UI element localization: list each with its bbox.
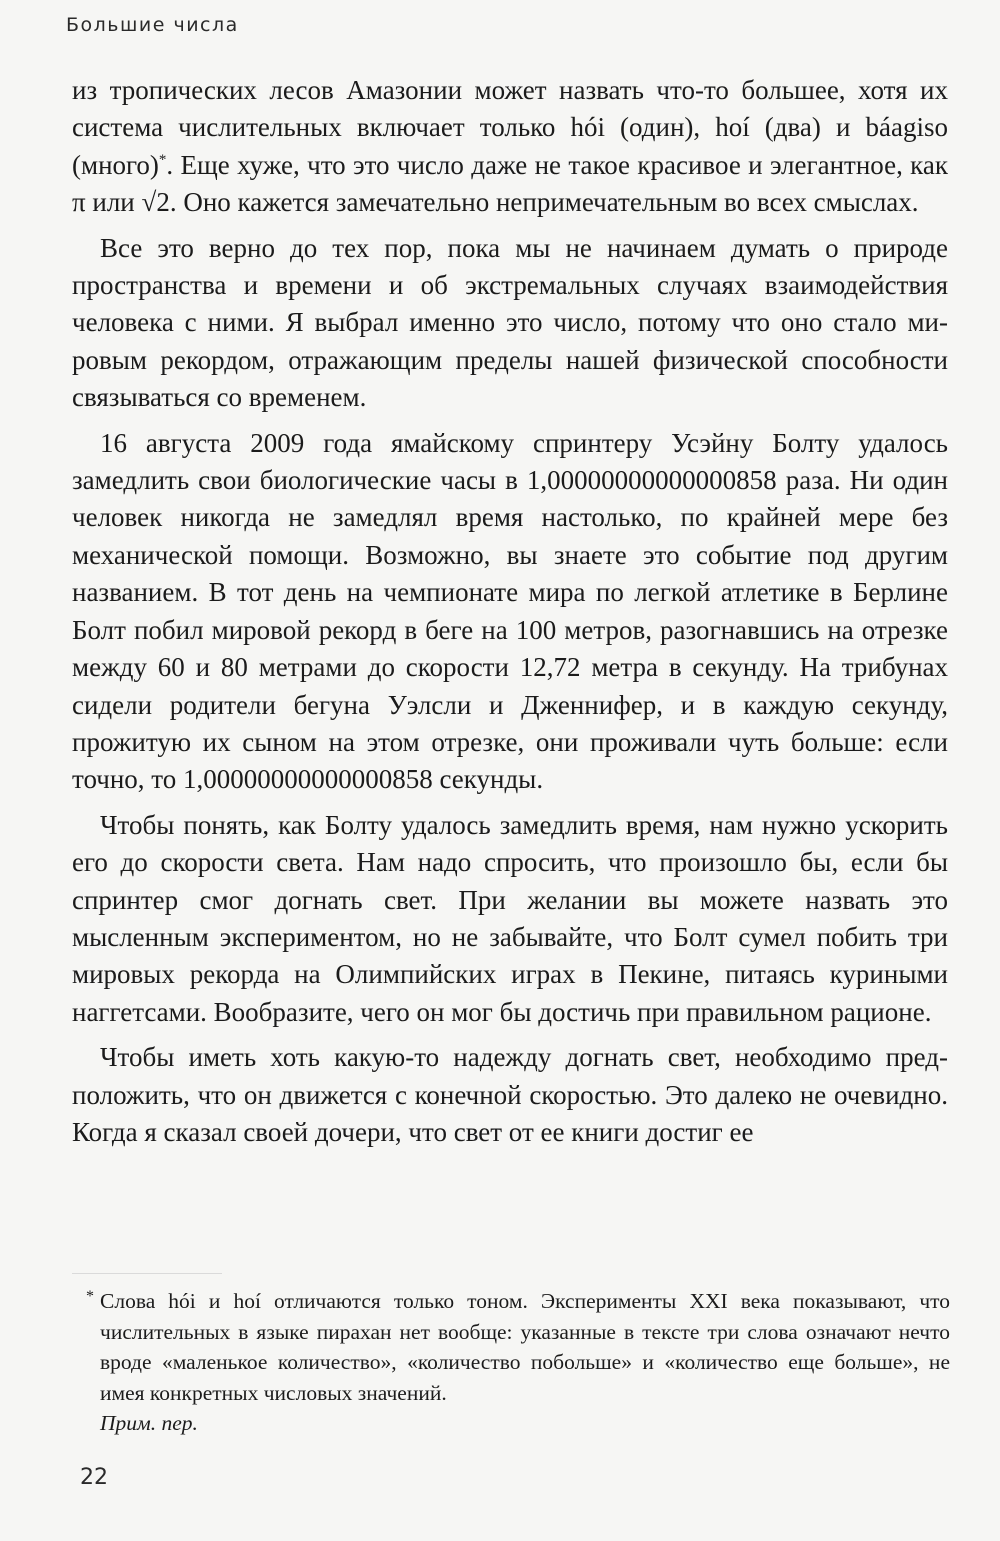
footnote-reference[interactable]: *	[158, 151, 167, 168]
footnote-translator-note: Прим. пер.	[100, 1411, 198, 1435]
footnote-text: Слова hói и hoí отличаются только тоном. Эксперименты XXI века показывают, что числительных в языке пирахан нет вообще: указанные в тексте три слова означают нечто вроде «маленькое количество», «количество побольше» и «количество еще больше», не имея конкретных числовых значений.	[100, 1289, 950, 1405]
paragraph: Все это верно до тех пор, пока мы не начинаем думать о природе пространства и времени и об экстремальных случаях взаимодействия человека с ними. Я выбрал именно это число, потому что оно стало мировым рекордом, отражающим пределы нашей физической способности связываться со временем.	[72, 232, 948, 413]
footnote-mark: *	[86, 1288, 94, 1305]
body-text	[72, 72, 948, 1159]
footnote	[86, 1286, 950, 1439]
paragraph: 16 августа 2009 года ямайскому спринтеру Усэйну Болту удалось замедлить свои биологические часы в 1,00000000000000858 раза. Ни один человек никогда не замедлял время настолько, по крайней мере без механической помощи. Возможно, вы знаете это событие под другим названием. В тот день на чемпионате мира по легкой атлетике в Берлине Болт побил мировой рекорд в беге на 100 метров, разогнавшись на отрезке между 60 и 80 метрами до скорости 12,72 метра в секунду. На трибунах сидели родители бегуна Уэлсли и Дженнифер, и в каждую секунду, прожитую их сыном на этом отрезке, они проживали чуть больше: если точно, то 1,00000000000000858 секунды.	[72, 427, 948, 795]
paragraph: Чтобы понять, как Болту удалось замедлить время, нам нужно ускорить его до скорости света. Нам надо спросить, что произошло бы, если бы спринтер смог догнать свет. При желании вы можете назвать это мысленным экспериментом, но не забывайте, что Болт сумел побить три мировых рекорда на Олимпийских играх в Пекине, питаясь куриными наггетсами. Вообразите, чего он мог бы достичь при правильном рационе.	[72, 809, 948, 1027]
running-head: Большие числа	[66, 14, 239, 36]
paragraph: Чтобы иметь хоть какую-то надежду догнать свет, необходимо предположить, что он движется с конечной скоростью. Это далеко не очевидно. Когда я сказал своей дочери, что свет от ее книги достиг ее	[72, 1042, 948, 1147]
footnote-separator	[72, 1273, 222, 1274]
paragraph-text: из тропических лесов Амазонии может назвать что-то большее, хотя их система числительных включает только hói (один), hoí (два) и báagiso (много)	[72, 75, 948, 180]
paragraph	[72, 72, 948, 222]
paragraph-text: . Еще хуже, что это число даже не такое красивое и элегантное, как π или √2. Оно кажется замечательно непримечательным во всех смыслах.	[72, 149, 948, 218]
page-number: 22	[80, 1465, 108, 1490]
